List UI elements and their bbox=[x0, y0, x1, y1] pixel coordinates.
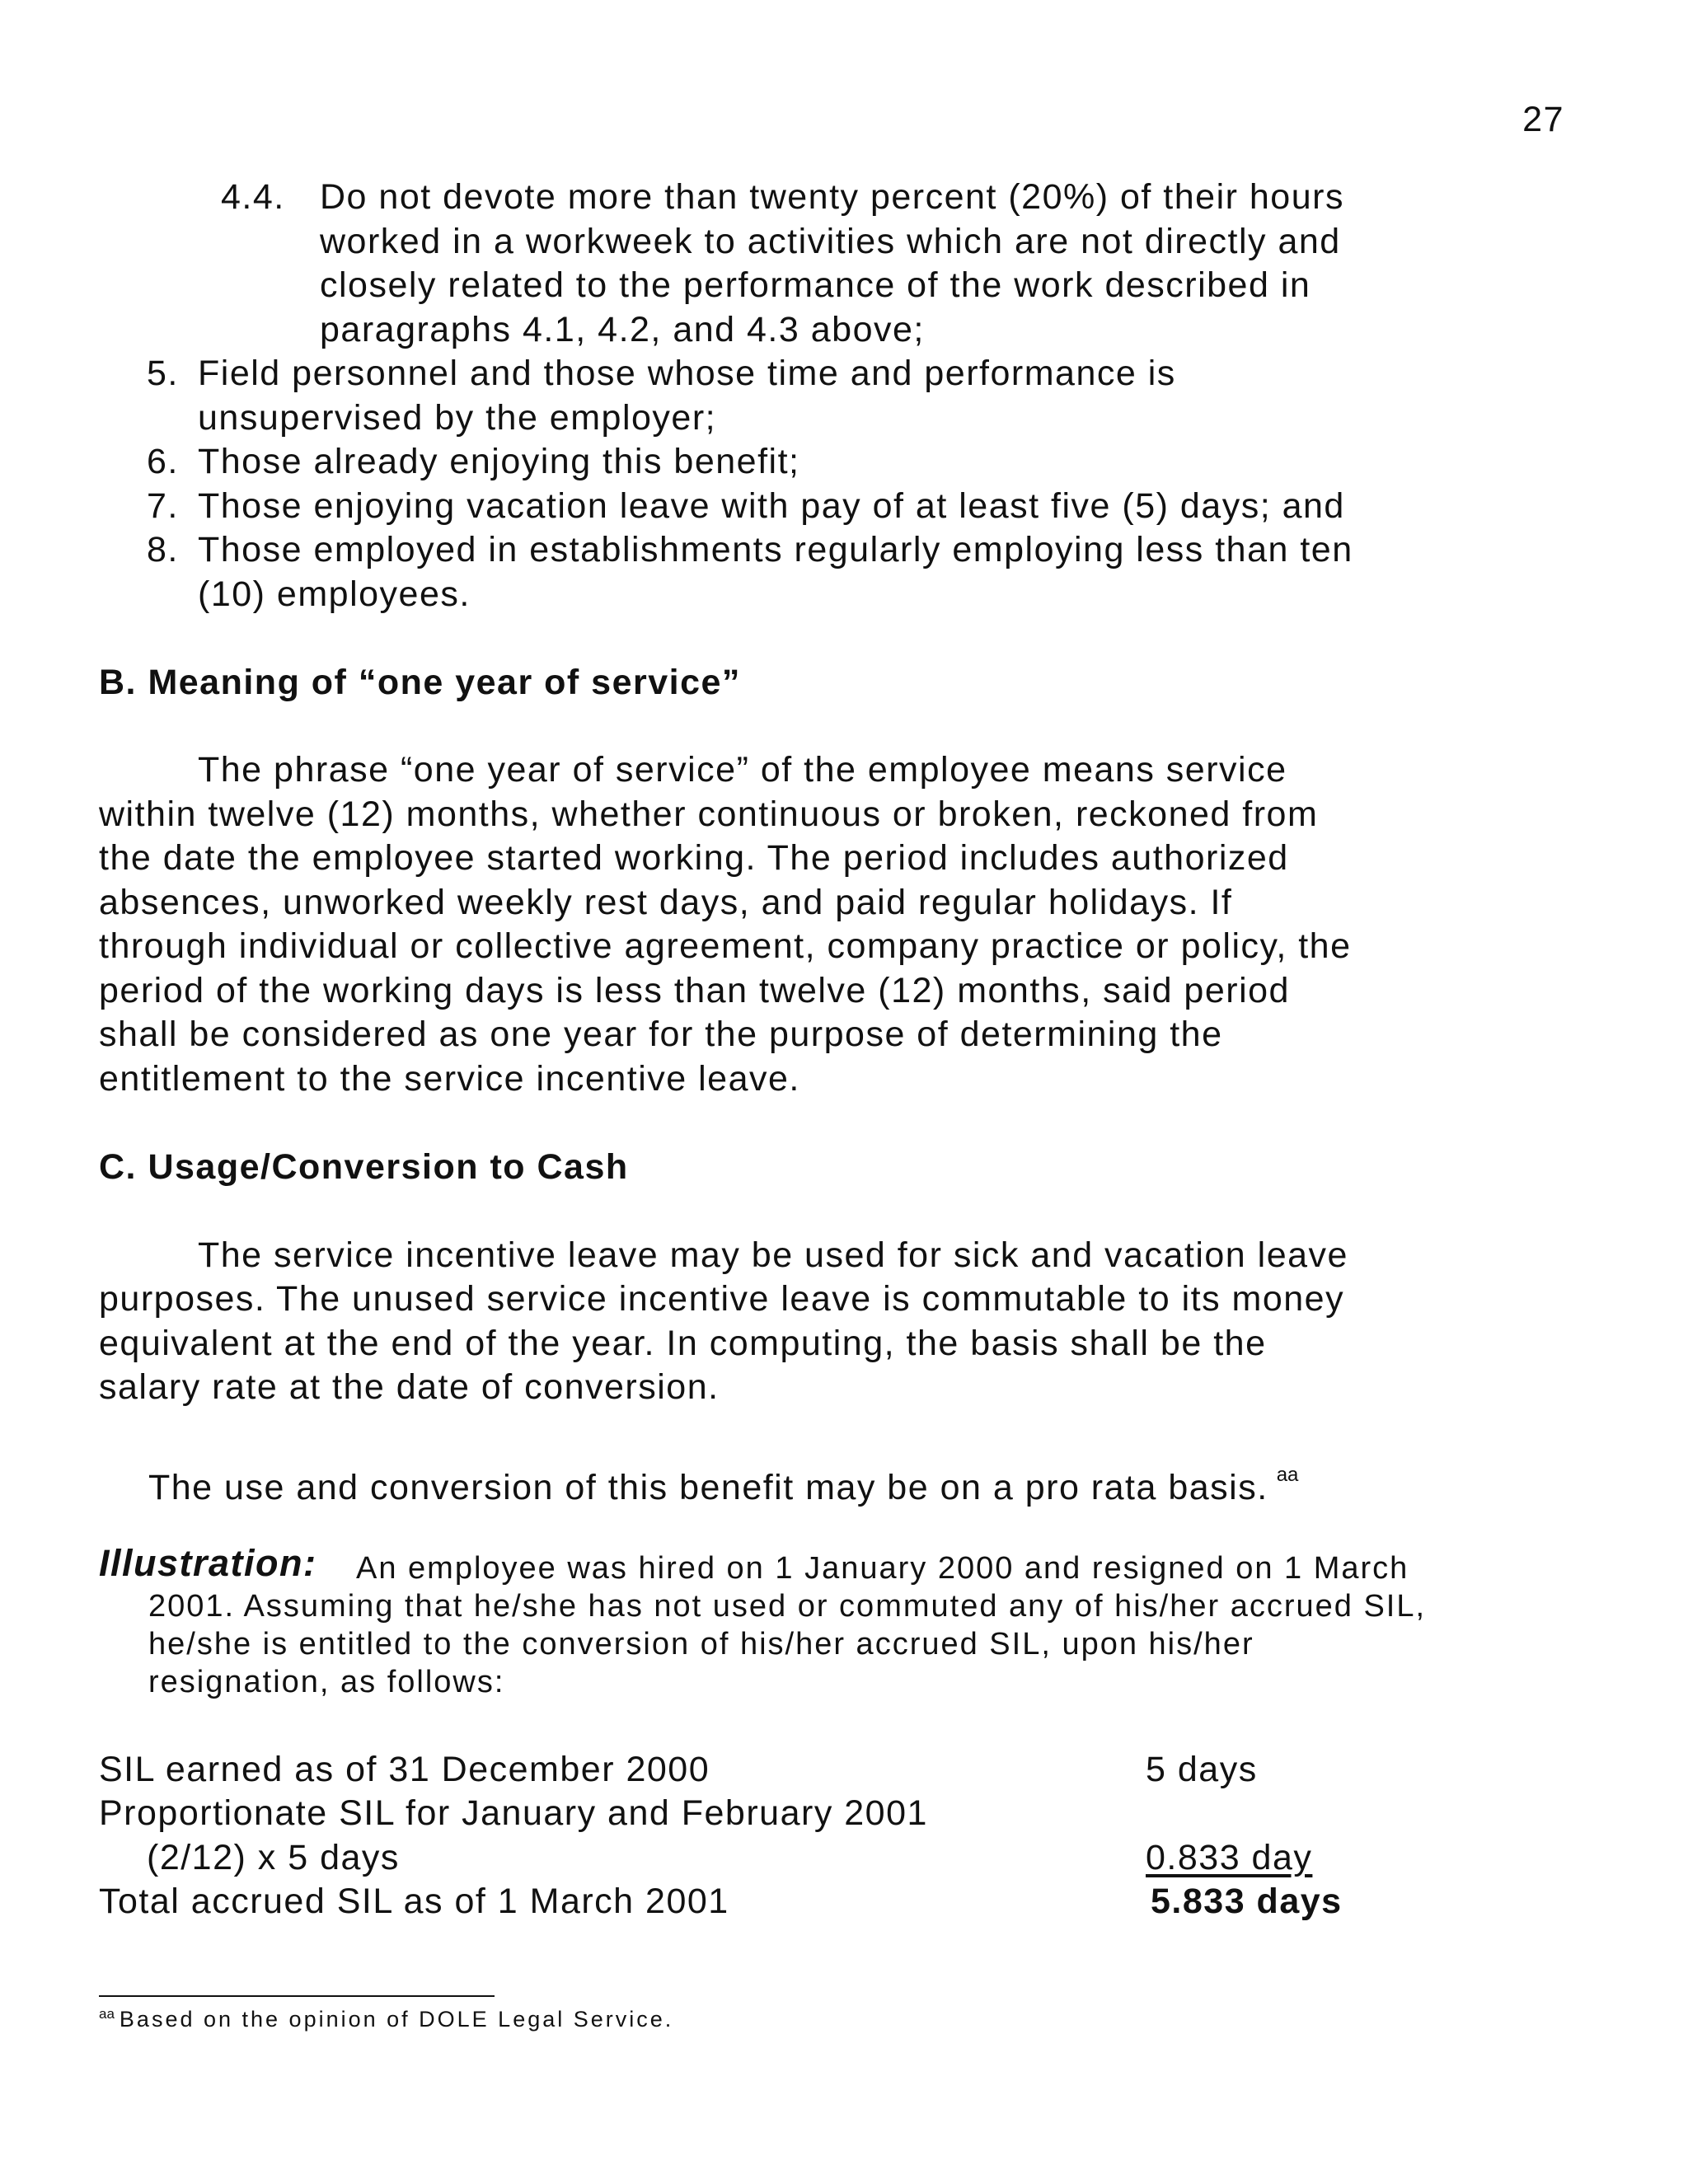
section-b-line-1: The phrase “one year of service” of the employee means service bbox=[198, 750, 1287, 790]
computation-value-1: 5 days bbox=[1146, 1750, 1258, 1789]
illustration-label: Illustration: bbox=[99, 1542, 317, 1584]
computation-label-4: Total accrued SIL as of 1 March 2001 bbox=[99, 1882, 729, 1921]
section-c-line-2: purposes. The unused service incentive leave is commutable to its money bbox=[99, 1279, 1345, 1319]
item-8-line-2: (10) employees. bbox=[198, 574, 471, 614]
section-b-line-6: period of the working days is less than twelve (12) months, said period bbox=[99, 971, 1290, 1010]
item-4-4-line-3: closely related to the performance of the work described in bbox=[320, 265, 1311, 305]
footnote-text: Based on the opinion of DOLE Legal Service. bbox=[119, 2007, 674, 2032]
section-b-line-5: through individual or collective agreement, company practice or policy, the bbox=[99, 926, 1352, 966]
footnote bbox=[99, 2006, 673, 2032]
item-number-8: 8. bbox=[147, 530, 179, 569]
section-c-line-3: equivalent at the end of the year. In computing, the basis shall be the bbox=[99, 1324, 1267, 1363]
item-5-line-2: unsupervised by the employer; bbox=[198, 398, 717, 438]
pro-rata-sentence bbox=[148, 1453, 1298, 1510]
section-c-line-1: The service incentive leave may be used for sick and vacation leave bbox=[198, 1235, 1348, 1275]
illustration-line-4: resignation, as follows: bbox=[148, 1665, 505, 1699]
section-b-heading: B. Meaning of “one year of service” bbox=[99, 663, 741, 702]
item-number-6: 6. bbox=[147, 442, 179, 481]
item-6-text: Those already enjoying this benefit; bbox=[198, 442, 800, 481]
section-b-line-7: shall be considered as one year for the purpose of determining the bbox=[99, 1015, 1223, 1054]
pro-rata-text: The use and conversion of this benefit may be on a pro rata basis. bbox=[148, 1468, 1268, 1507]
illustration-line-1: An employee was hired on 1 January 2000 and resigned on 1 March bbox=[356, 1551, 1409, 1586]
footnote-separator bbox=[99, 1995, 495, 1997]
computation-label-1: SIL earned as of 31 December 2000 bbox=[99, 1750, 710, 1789]
item-number-5: 5. bbox=[147, 354, 179, 393]
computation-label-2: Proportionate SIL for January and February 2001 bbox=[99, 1793, 928, 1833]
item-4-4-line-2: worked in a workweek to activities which are not directly and bbox=[320, 222, 1341, 261]
computation-value-3: 0.833 day bbox=[1146, 1838, 1313, 1877]
footnote-marker: aa bbox=[99, 2006, 115, 2022]
illustration-line-2: 2001. Assuming that he/she has not used or commuted any of his/her accrued SIL, bbox=[148, 1589, 1427, 1624]
item-4-4-line-4: paragraphs 4.1, 4.2, and 4.3 above; bbox=[320, 310, 925, 349]
item-7-text: Those enjoying vacation leave with pay of at least five (5) days; and bbox=[198, 486, 1345, 526]
section-b-line-2: within twelve (12) months, whether continuous or broken, reckoned from bbox=[99, 794, 1319, 834]
footnote-reference-aa: aa bbox=[1276, 1464, 1299, 1486]
item-number-7: 7. bbox=[147, 486, 179, 526]
page-number: 27 bbox=[1522, 100, 1564, 139]
section-c-line-4: salary rate at the date of conversion. bbox=[99, 1367, 720, 1407]
section-c-heading: C. Usage/Conversion to Cash bbox=[99, 1147, 629, 1187]
section-b-line-4: absences, unworked weekly rest days, and paid regular holidays. If bbox=[99, 883, 1233, 922]
item-8-line-1: Those employed in establishments regularly employing less than ten bbox=[198, 530, 1353, 569]
section-b-line-8: entitlement to the service incentive leave. bbox=[99, 1059, 800, 1099]
computation-label-3: (2/12) x 5 days bbox=[147, 1838, 400, 1877]
item-5-line-1: Field personnel and those whose time and performance is bbox=[198, 354, 1176, 393]
section-b-line-3: the date the employee started working. The period includes authorized bbox=[99, 838, 1289, 878]
item-number-4-4: 4.4. bbox=[221, 177, 285, 217]
item-4-4-line-1: Do not devote more than twenty percent (20%) of their hours bbox=[320, 177, 1344, 217]
computation-total-value: 5.833 days bbox=[1151, 1882, 1343, 1921]
illustration-line-3: he/she is entitled to the conversion of his/her accrued SIL, upon his/her bbox=[148, 1627, 1254, 1661]
